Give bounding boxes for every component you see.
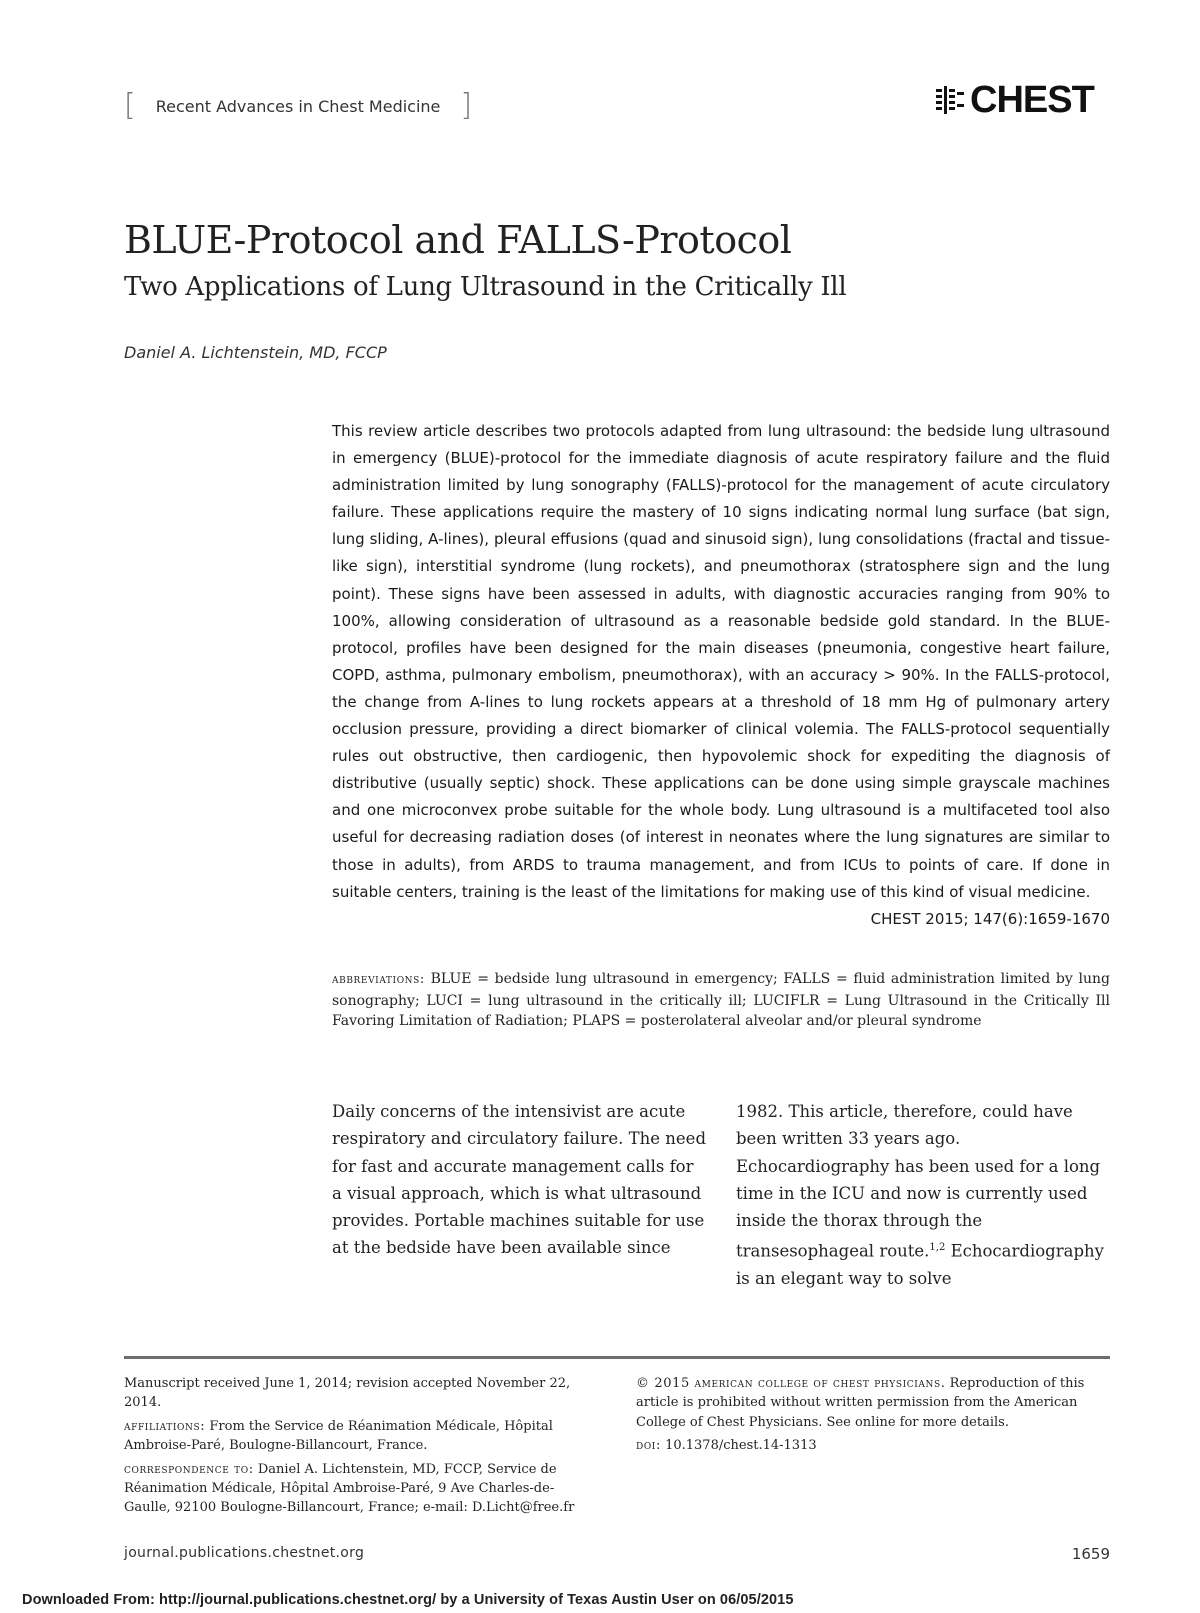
affiliations-text: From the Service de Réanimation Médicale, Hôpital Ambroise-Paré, Boulogne-Billancourt, France. <box>124 1418 553 1454</box>
correspondence-label: correspondence to: <box>124 1461 254 1477</box>
article-subtitle: Two Applications of Lung Ultrasound in the Critically Ill <box>124 272 847 302</box>
abbreviations-label: abbreviations: <box>332 972 425 987</box>
author-line: Daniel A. Lichtenstein, MD, FCCP <box>124 343 387 362</box>
copyright-note <box>636 1374 1108 1432</box>
manuscript-note: Manuscript received June 1, 2014; revision accepted November 22, 2014. <box>124 1376 571 1411</box>
journal-logo <box>936 78 1116 122</box>
left-bracket: [ <box>124 88 136 123</box>
abstract-text: This review article describes two protocols adapted from lung ultrasound: the bedside lung ultrasound in emergency (BLUE)-protocol for the immediate diagnosis of acute respiratory failure and the fluid administration limited by lung sonography (FALLS)-protocol for the management of acute circulatory failure. These applications require the mastery of 10 signs indicating normal lung surface (bat sign, lung sliding, A-lines), pleural effusions (quad and sinusoid sign), lung consolidations (fractal and tissue-like sign), interstitial syndrome (lung rockets), and pneumothorax (stratosphere sign and the lung point). These signs have been assessed in adults, with diagnostic accuracies ranging from 90% to 100%, allowing consideration of ultrasound as a reasonable bedside gold standard. In the BLUE-protocol, profiles have been designed for the main diseases (pneumonia, congestive heart failure, COPD, asthma, pulmonary embolism, pneumothorax), with an accuracy > 90%. In the FALLS-protocol, the change from A-lines to lung rockets appears at a threshold of 18 mm Hg of pulmonary artery occlusion pressure, providing a direct biomarker of clinical volemia. The FALLS-protocol sequentially rules out obstructive, then cardiogenic, then hypovolemic shock for expediting the diagnosis of distributive (usually septic) shock. These applications can be done using simple grayscale machines and one microconvex probe suitable for the whole body. Lung ultrasound is a multifaceted tool also useful for decreasing radiation doses (of interest in neonates where the lung signatures are similar to those in adults), from ARDS to trauma management, and from ICUs to points of care. If done in suitable centers, training is the least of the limitations for making use of this kind of visual medicine. <box>332 422 1110 901</box>
doi-link[interactable]: 10.1378/chest.14-1313 <box>665 1438 817 1454</box>
copyright-label: © 2015 american college of chest physicians. <box>636 1376 946 1391</box>
correspondence-note <box>124 1460 596 1518</box>
affiliations-label: affiliations: <box>124 1418 206 1434</box>
footnotes-right <box>636 1374 1108 1460</box>
journal-url-link[interactable]: journal.publications.chestnet.org <box>124 1545 365 1561</box>
abbreviations <box>332 969 1110 1032</box>
article-title: BLUE-Protocol and FALLS-Protocol <box>124 218 792 262</box>
body-column-right <box>736 1098 1111 1293</box>
reference-superscript[interactable]: 1,2 <box>929 1242 946 1254</box>
doi-label: doi: <box>636 1438 661 1454</box>
footnotes-left <box>124 1374 596 1522</box>
body-text-left: Daily concerns of the intensivist are acute respiratory and circulatory failure. The need for fast and accurate management calls for a visual approach, which is what ultrasound provides. Portable machines suitable for use at the bedside have been available since <box>332 1102 707 1258</box>
download-note: Downloaded From: http://journal.publications.chestnet.org/ by a University of Texas Austin User on 06/05/2015 <box>22 1592 794 1608</box>
abstract-citation: CHEST 2015; 147(6):1659-1670 <box>870 909 1110 928</box>
correspondence-text: Daniel A. Lichtenstein, MD, FCCP, Service de Réanimation Médicale, Hôpital Ambroise-Paré, 9 Ave Charles-de-Gaulle, 92100 Boulogne-Billancourt, France; e-mail: D.Licht@free.fr <box>124 1461 575 1516</box>
copyright-text: Reproduction of this article is prohibited without written permission from the American College of Chest Physicians. See online for more details. <box>636 1376 1085 1430</box>
right-bracket: ] <box>460 88 473 123</box>
body-text-right: 1982. This article, therefore, could have been written 33 years ago. Echocardiography has been used for a long time in the ICU and now is currently used inside the thorax through the transesophageal route. <box>736 1102 1101 1261</box>
doi-note <box>636 1436 1108 1455</box>
abstract <box>332 418 1110 933</box>
journal-logo-text: CHEST <box>970 78 1094 121</box>
section-label <box>124 90 472 122</box>
affiliations-note <box>124 1417 596 1456</box>
footer-divider <box>124 1356 1110 1359</box>
section-label-text: Recent Advances in Chest Medicine <box>155 96 441 116</box>
abbreviations-text: BLUE = bedside lung ultrasound in emergency; FALLS = fluid administration limited by lung sonography; LUCI = lung ultrasound in the critically ill; LUCIFLR = Lung Ultrasound in the Critically Ill Favoring Limitation of Radiation; PLAPS = posterolateral alveolar and/or pleural syndrome <box>332 971 1110 1029</box>
page-number: 1659 <box>1071 1545 1110 1563</box>
body-text-right-tail: Echocardiography is an elegant way to solve <box>736 1241 1104 1289</box>
chest-logo-icon <box>936 86 966 114</box>
body-column-left <box>332 1098 707 1262</box>
